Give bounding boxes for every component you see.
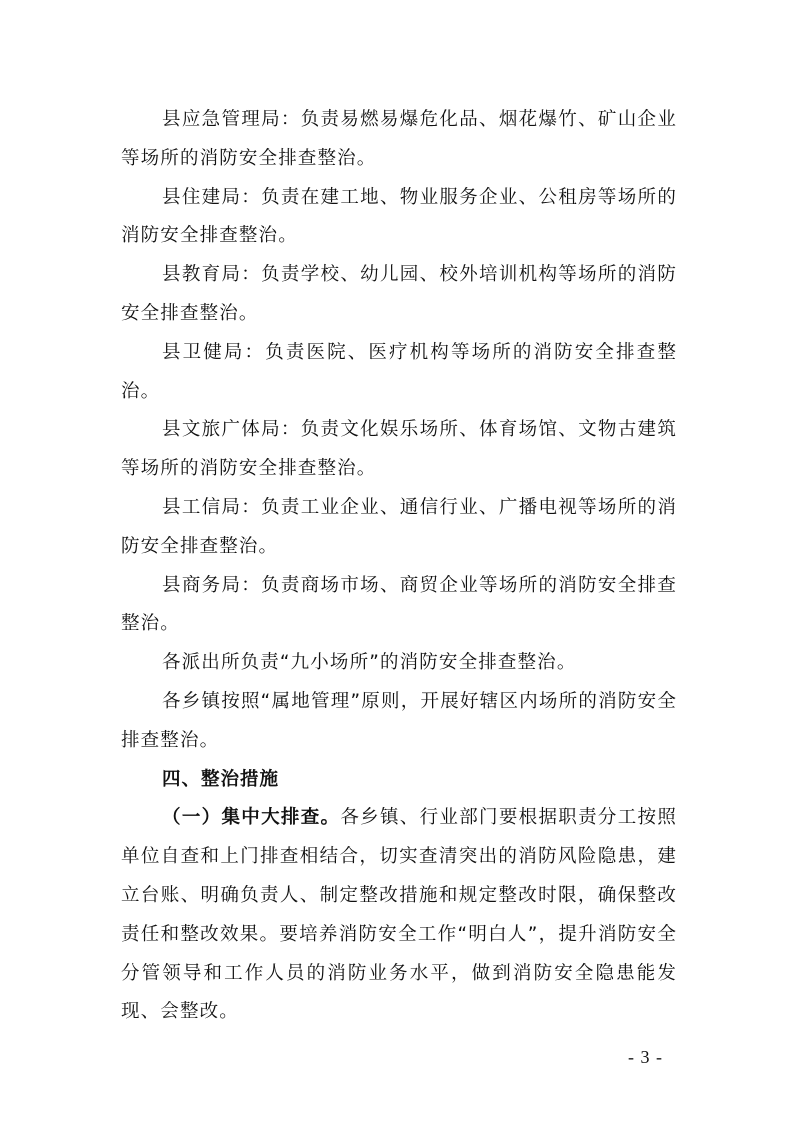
paragraph-culture-tourism-bureau: 县文旅广体局：负责文化娱乐场所、体育场馆、文物古建筑等场所的消防安全排查整治。 [121,419,677,480]
paragraph-police-stations: 各派出所负责“九小场所”的消防安全排查整治。 [162,652,577,674]
document-body [121,101,677,1032]
page-number: - 3 - [628,1047,663,1067]
paragraph-health-bureau: 县卫健局：负责医院、医疗机构等场所的消防安全排查整治。 [121,341,677,402]
paragraph-housing-bureau: 县住建局：负责在建工地、物业服务企业、公租房等场所的消防安全排查整治。 [121,186,677,247]
section-heading: 四、整治措施 [162,768,280,790]
paragraph-townships: 各乡镇按照“属地管理”原则，开展好辖区内场所的消防安全排查整治。 [121,690,677,751]
measure-1-text: 各乡镇、行业部门要根据职责分工按照单位自查和上门排查相结合，切实查清突出的消防风险隐患，建立台账、明确负责人、制定整改措施和规定整改时限，确保整改责任和整改效果。要培养消防安全工作“明白人”，提升消防安全分管领导和工作人员的消防业务水平，做到消防安全隐患能发现、会整改。 [121,807,677,1023]
paragraph-measure-1 [121,799,677,1032]
paragraph-education-bureau: 县教育局：负责学校、幼儿园、校外培训机构等场所的消防安全排查整治。 [121,264,677,324]
measure-1-lead: （一）集中大排查。 [162,807,341,829]
paragraph-commerce-bureau: 县商务局：负责商场市场、商贸企业等场所的消防安全排查整治。 [121,574,677,635]
paragraph-emergency-bureau: 县应急管理局：负责易燃易爆危化品、烟花爆竹、矿山企业等场所的消防安全排查整治。 [121,109,677,169]
paragraph-industry-it-bureau: 县工信局：负责工业企业、通信行业、广播电视等场所的消防安全排查整治。 [121,496,677,557]
